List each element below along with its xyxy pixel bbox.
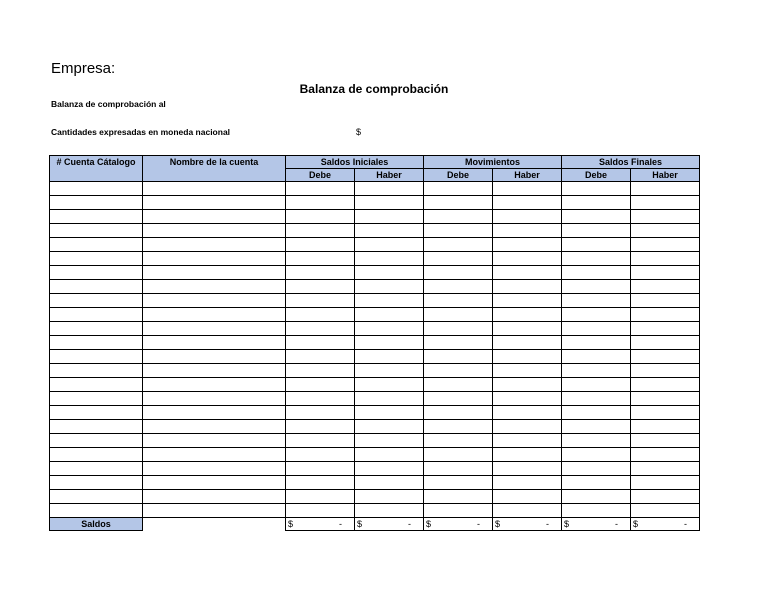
cell-account-number[interactable] [50,294,143,308]
cell-saldos-finales-haber[interactable] [631,490,700,504]
cell-movimientos-haber[interactable] [493,182,562,196]
cell-saldos-iniciales-haber[interactable] [355,322,424,336]
cell-saldos-iniciales-debe[interactable] [286,448,355,462]
cell-movimientos-debe[interactable] [424,504,493,518]
currency-sign: $ [357,519,363,529]
total-value: - [477,519,480,529]
cell-movimientos-debe[interactable] [424,266,493,280]
currency-note-label: Cantidades expresadas en moneda nacional [51,127,231,137]
cell-account-number[interactable] [50,462,143,476]
cell-account-name[interactable] [143,392,286,406]
cell-account-number[interactable] [50,224,143,238]
cell-account-number[interactable] [50,490,143,504]
cell-saldos-finales-debe[interactable] [562,420,631,434]
table-row [50,238,700,252]
cell-saldos-finales-haber[interactable] [631,350,700,364]
cell-saldos-finales-debe[interactable] [562,266,631,280]
cell-account-number[interactable] [50,350,143,364]
cell-saldos-finales-debe[interactable] [562,448,631,462]
cell-saldos-iniciales-debe[interactable] [286,294,355,308]
cell-movimientos-haber[interactable] [493,224,562,238]
cell-account-number[interactable] [50,308,143,322]
cell-movimientos-haber[interactable] [493,266,562,280]
sub-debe-header: Debe [562,169,631,182]
cell-saldos-finales-debe[interactable] [562,322,631,336]
cell-saldos-iniciales-haber[interactable] [355,266,424,280]
cell-saldos-iniciales-debe[interactable] [286,238,355,252]
cell-saldos-iniciales-debe[interactable] [286,266,355,280]
cell-account-name[interactable] [143,420,286,434]
currency-sign: $ [495,519,501,529]
cell-saldos-iniciales-haber[interactable] [355,210,424,224]
cell-movimientos-haber[interactable] [493,364,562,378]
cell-account-name[interactable] [143,364,286,378]
table-row [50,196,700,210]
report-title: Balanza de comprobación [299,82,449,96]
table-row [50,322,700,336]
cell-movimientos-haber[interactable] [493,308,562,322]
cell-movimientos-debe[interactable] [424,196,493,210]
cell-account-name[interactable] [143,210,286,224]
group-saldos-iniciales-header: Saldos Iniciales [286,156,424,169]
cell-account-number[interactable] [50,378,143,392]
cell-movimientos-haber[interactable] [493,280,562,294]
cell-account-name[interactable] [143,350,286,364]
cell-movimientos-debe[interactable] [424,210,493,224]
cell-movimientos-haber[interactable] [493,336,562,350]
table-row [50,462,700,476]
cell-saldos-finales-haber[interactable] [631,476,700,490]
cell-account-name[interactable] [143,308,286,322]
cell-saldos-iniciales-haber[interactable] [355,238,424,252]
table-body [50,182,700,518]
cell-movimientos-debe[interactable] [424,406,493,420]
sub-haber-header: Haber [493,169,562,182]
cell-movimientos-debe[interactable] [424,448,493,462]
cell-saldos-iniciales-haber[interactable] [355,280,424,294]
cell-movimientos-debe[interactable] [424,392,493,406]
cell-saldos-finales-haber[interactable] [631,392,700,406]
company-label: Empresa: [51,60,116,77]
total-movimientos-haber[interactable] [493,518,562,531]
cell-movimientos-debe[interactable] [424,294,493,308]
total-saldos-iniciales-debe[interactable] [286,518,355,531]
totals-row [50,518,700,531]
table-row [50,406,700,420]
cell-saldos-iniciales-haber[interactable] [355,462,424,476]
cell-movimientos-debe[interactable] [424,434,493,448]
cell-account-name[interactable] [143,322,286,336]
cell-account-number[interactable] [50,434,143,448]
cell-saldos-iniciales-debe[interactable] [286,364,355,378]
table-row [50,490,700,504]
cell-account-number[interactable] [50,252,143,266]
report-date-label: Balanza de comprobación al [51,99,166,109]
cell-account-name[interactable] [143,266,286,280]
cell-account-name[interactable] [143,224,286,238]
cell-saldos-finales-debe[interactable] [562,406,631,420]
cell-saldos-iniciales-debe[interactable] [286,224,355,238]
cell-account-number[interactable] [50,266,143,280]
cell-account-name[interactable] [143,294,286,308]
cell-movimientos-debe[interactable] [424,364,493,378]
col-account-name-header: Nombre de la cuenta [143,156,286,182]
cell-saldos-iniciales-haber[interactable] [355,308,424,322]
table-row [50,392,700,406]
cell-saldos-finales-debe[interactable] [562,280,631,294]
col-account-number-header: # Cuenta Cátalogo [50,156,143,182]
cell-saldos-iniciales-haber[interactable] [355,504,424,518]
currency-sign: $ [633,519,639,529]
table-row [50,434,700,448]
cell-movimientos-debe[interactable] [424,322,493,336]
cell-movimientos-haber[interactable] [493,378,562,392]
cell-movimientos-haber[interactable] [493,476,562,490]
cell-account-name[interactable] [143,490,286,504]
cell-saldos-iniciales-haber[interactable] [355,224,424,238]
cell-movimientos-haber[interactable] [493,294,562,308]
cell-account-name[interactable] [143,504,286,518]
cell-saldos-finales-haber[interactable] [631,266,700,280]
cell-saldos-finales-debe[interactable] [562,252,631,266]
total-value: - [408,519,411,529]
total-value: - [684,519,688,529]
cell-movimientos-debe[interactable] [424,182,493,196]
cell-saldos-iniciales-haber[interactable] [355,336,424,350]
cell-movimientos-debe[interactable] [424,462,493,476]
cell-saldos-iniciales-haber[interactable] [355,448,424,462]
cell-saldos-iniciales-haber[interactable] [355,378,424,392]
cell-saldos-iniciales-haber[interactable] [355,252,424,266]
cell-saldos-iniciales-haber[interactable] [355,350,424,364]
cell-account-name[interactable] [143,238,286,252]
cell-movimientos-haber[interactable] [493,238,562,252]
cell-saldos-iniciales-debe[interactable] [286,434,355,448]
cell-account-name[interactable] [143,182,286,196]
cell-account-name[interactable] [143,378,286,392]
table-row [50,210,700,224]
group-movimientos-header: Movimientos [424,156,562,169]
cell-account-name[interactable] [143,252,286,266]
cell-movimientos-debe[interactable] [424,420,493,434]
cell-saldos-finales-haber[interactable] [631,252,700,266]
total-saldos-finales-debe[interactable] [562,518,631,531]
cell-saldos-finales-debe[interactable] [562,336,631,350]
total-movimientos-debe[interactable] [424,518,493,531]
cell-saldos-iniciales-haber[interactable] [355,364,424,378]
cell-saldos-finales-debe[interactable] [562,294,631,308]
cell-saldos-finales-haber[interactable] [631,280,700,294]
cell-account-number[interactable] [50,364,143,378]
cell-saldos-finales-haber[interactable] [631,196,700,210]
cell-movimientos-haber[interactable] [493,322,562,336]
cell-saldos-finales-haber[interactable] [631,210,700,224]
currency-sign: $ [288,519,294,529]
cell-movimientos-haber[interactable] [493,210,562,224]
cell-account-number[interactable] [50,210,143,224]
cell-saldos-finales-debe[interactable] [562,350,631,364]
cell-account-number[interactable] [50,476,143,490]
cell-account-name[interactable] [143,476,286,490]
cell-movimientos-debe[interactable] [424,280,493,294]
table-row [50,252,700,266]
table-row [50,364,700,378]
cell-saldos-iniciales-haber[interactable] [355,406,424,420]
cell-movimientos-debe[interactable] [424,378,493,392]
currency-sign: $ [426,519,432,529]
cell-account-number[interactable] [50,392,143,406]
cell-saldos-iniciales-debe[interactable] [286,462,355,476]
cell-saldos-finales-debe[interactable] [562,378,631,392]
cell-movimientos-haber[interactable] [493,392,562,406]
table-row [50,266,700,280]
cell-saldos-iniciales-haber[interactable] [355,392,424,406]
table-row [50,294,700,308]
cell-saldos-iniciales-debe[interactable] [286,420,355,434]
cell-account-number[interactable] [50,420,143,434]
cell-saldos-finales-haber[interactable] [631,420,700,434]
cell-saldos-iniciales-debe[interactable] [286,476,355,490]
cell-saldos-finales-debe[interactable] [562,364,631,378]
cell-movimientos-haber[interactable] [493,448,562,462]
cell-movimientos-haber[interactable] [493,490,562,504]
cell-movimientos-debe[interactable] [424,336,493,350]
table-row [50,420,700,434]
cell-movimientos-haber[interactable] [493,504,562,518]
currency-symbol: $ [356,127,362,137]
cell-saldos-iniciales-haber[interactable] [355,182,424,196]
cell-movimientos-debe[interactable] [424,476,493,490]
cell-saldos-finales-haber[interactable] [631,504,700,518]
sub-haber-header: Haber [631,169,700,182]
table-row [50,350,700,364]
cell-account-number[interactable] [50,406,143,420]
sub-debe-header: Debe [286,169,355,182]
cell-movimientos-haber[interactable] [493,196,562,210]
cell-saldos-finales-haber[interactable] [631,294,700,308]
cell-saldos-finales-haber[interactable] [631,406,700,420]
cell-saldos-finales-haber[interactable] [631,308,700,322]
total-value: - [339,519,342,529]
cell-saldos-iniciales-debe[interactable] [286,182,355,196]
cell-account-name[interactable] [143,406,286,420]
cell-movimientos-haber[interactable] [493,350,562,364]
cell-account-name[interactable] [143,280,286,294]
cell-movimientos-haber[interactable] [493,252,562,266]
cell-saldos-finales-haber[interactable] [631,238,700,252]
cell-saldos-iniciales-debe[interactable] [286,336,355,350]
total-saldos-iniciales-haber[interactable] [355,518,424,531]
cell-saldos-finales-debe[interactable] [562,238,631,252]
cell-saldos-iniciales-debe[interactable] [286,252,355,266]
cell-saldos-finales-debe[interactable] [562,476,631,490]
cell-movimientos-haber[interactable] [493,406,562,420]
cell-saldos-finales-haber[interactable] [631,364,700,378]
cell-saldos-finales-haber[interactable] [631,448,700,462]
cell-saldos-finales-haber[interactable] [631,378,700,392]
cell-saldos-finales-haber[interactable] [631,182,700,196]
table-row [50,308,700,322]
total-saldos-finales-haber[interactable] [631,518,700,531]
cell-account-number[interactable] [50,322,143,336]
cell-movimientos-debe[interactable] [424,238,493,252]
sub-haber-header: Haber [355,169,424,182]
cell-saldos-iniciales-haber[interactable] [355,476,424,490]
cell-saldos-iniciales-debe[interactable] [286,308,355,322]
cell-account-number[interactable] [50,504,143,518]
cell-movimientos-debe[interactable] [424,490,493,504]
cell-saldos-finales-haber[interactable] [631,224,700,238]
table-row [50,280,700,294]
cell-account-name[interactable] [143,196,286,210]
table-row [50,448,700,462]
currency-sign: $ [564,519,570,529]
cell-movimientos-debe[interactable] [424,308,493,322]
cell-account-number[interactable] [50,196,143,210]
cell-account-number[interactable] [50,238,143,252]
table-row [50,504,700,518]
cell-account-name[interactable] [143,336,286,350]
cell-saldos-iniciales-debe[interactable] [286,504,355,518]
cell-movimientos-haber[interactable] [493,420,562,434]
cell-saldos-iniciales-debe[interactable] [286,196,355,210]
cell-saldos-finales-haber[interactable] [631,434,700,448]
cell-saldos-iniciales-debe[interactable] [286,322,355,336]
cell-saldos-iniciales-haber[interactable] [355,196,424,210]
total-value: - [546,519,550,529]
cell-saldos-iniciales-haber[interactable] [355,420,424,434]
totals-spacer [143,518,286,531]
cell-saldos-finales-debe[interactable] [562,392,631,406]
cell-saldos-finales-debe[interactable] [562,504,631,518]
cell-account-name[interactable] [143,434,286,448]
cell-saldos-finales-debe[interactable] [562,210,631,224]
cell-saldos-finales-debe[interactable] [562,490,631,504]
cell-saldos-finales-debe[interactable] [562,462,631,476]
cell-movimientos-debe[interactable] [424,350,493,364]
table-row [50,224,700,238]
cell-saldos-iniciales-haber[interactable] [355,294,424,308]
cell-account-name[interactable] [143,462,286,476]
cell-saldos-iniciales-haber[interactable] [355,434,424,448]
group-saldos-finales-header: Saldos Finales [562,156,700,169]
cell-saldos-iniciales-debe[interactable] [286,280,355,294]
cell-movimientos-haber[interactable] [493,434,562,448]
cell-saldos-finales-debe[interactable] [562,308,631,322]
cell-saldos-iniciales-debe[interactable] [286,490,355,504]
cell-saldos-finales-debe[interactable] [562,224,631,238]
cell-saldos-iniciales-haber[interactable] [355,490,424,504]
cell-movimientos-debe[interactable] [424,224,493,238]
table-row [50,336,700,350]
table-row [50,378,700,392]
cell-movimientos-debe[interactable] [424,252,493,266]
cell-saldos-finales-haber[interactable] [631,336,700,350]
totals-label: Saldos [50,518,143,531]
table-row [50,476,700,490]
cell-account-number[interactable] [50,448,143,462]
cell-account-number[interactable] [50,336,143,350]
cell-saldos-iniciales-debe[interactable] [286,406,355,420]
cell-saldos-finales-debe[interactable] [562,196,631,210]
cell-account-number[interactable] [50,182,143,196]
cell-saldos-finales-debe[interactable] [562,434,631,448]
cell-movimientos-haber[interactable] [493,462,562,476]
cell-saldos-iniciales-debe[interactable] [286,392,355,406]
cell-saldos-iniciales-debe[interactable] [286,378,355,392]
total-value: - [615,519,619,529]
table-row [50,182,700,196]
cell-account-name[interactable] [143,448,286,462]
trial-balance-table [49,155,700,531]
cell-saldos-finales-haber[interactable] [631,322,700,336]
cell-saldos-finales-haber[interactable] [631,462,700,476]
cell-saldos-iniciales-debe[interactable] [286,350,355,364]
sub-debe-header: Debe [424,169,493,182]
cell-account-number[interactable] [50,280,143,294]
cell-saldos-iniciales-debe[interactable] [286,210,355,224]
cell-saldos-finales-debe[interactable] [562,182,631,196]
